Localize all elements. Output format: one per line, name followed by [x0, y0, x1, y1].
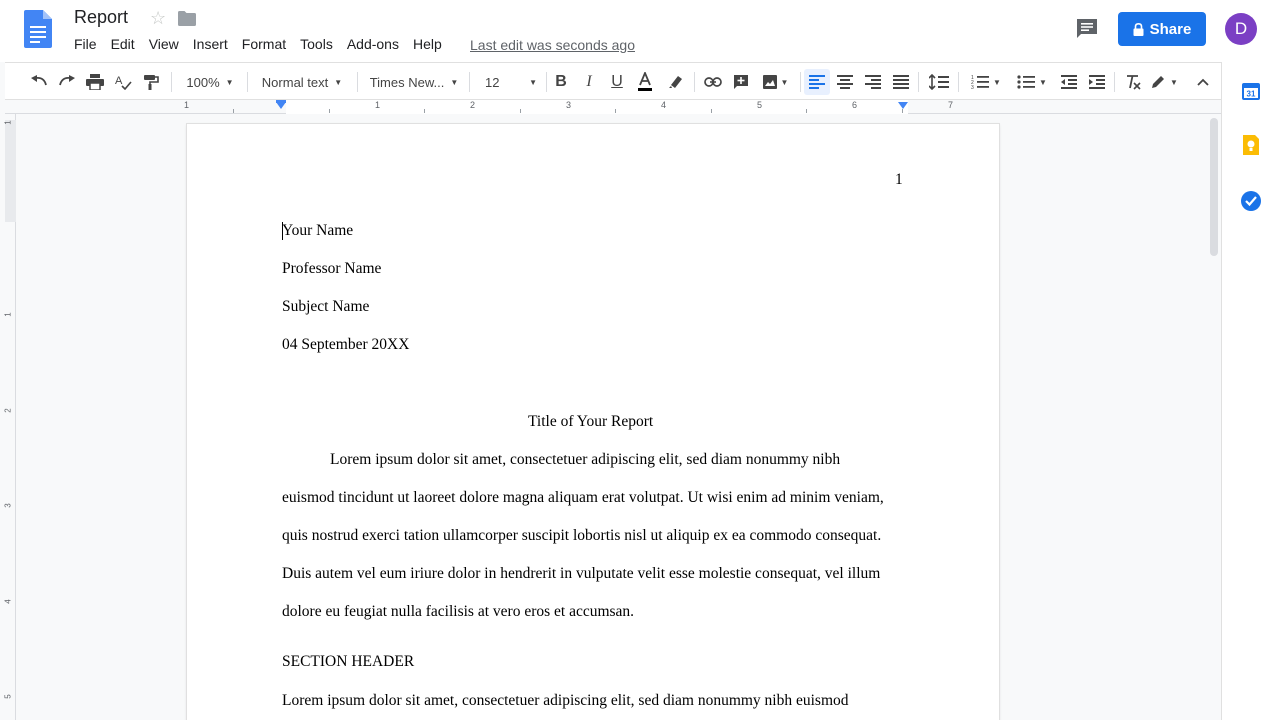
star-icon[interactable]: ☆: [150, 8, 167, 28]
menu-help[interactable]: Help: [412, 36, 442, 52]
bold-icon[interactable]: B: [555, 73, 567, 90]
redo-icon[interactable]: [55, 71, 79, 93]
font-family-value: Times New...: [369, 74, 445, 90]
menu-insert[interactable]: Insert: [192, 36, 228, 52]
document-page[interactable]: [187, 124, 999, 720]
spellcheck-icon[interactable]: [111, 71, 135, 93]
right-indent-marker[interactable]: [898, 102, 908, 109]
chevron-down-icon: ▼: [225, 77, 234, 87]
paint-format-icon[interactable]: [139, 71, 163, 93]
collapse-toolbar-icon[interactable]: [1192, 71, 1214, 93]
ruler-number: 1: [184, 100, 190, 110]
toolbar-divider: [918, 72, 919, 92]
toolbar-divider: [171, 72, 172, 92]
chevron-down-icon: ▼: [450, 77, 459, 87]
zoom-value: 100%: [186, 74, 220, 90]
vertical-ruler-number: 4: [3, 599, 13, 604]
left-indent-marker[interactable]: [276, 102, 286, 109]
align-left-icon[interactable]: [804, 69, 830, 95]
paragraph-line[interactable]: euismod tincidunt ut laoreet dolore magna aliquam erat volutpat. Ut wisi enim ad minim veniam,: [282, 489, 884, 506]
menu-view[interactable]: View: [148, 36, 179, 52]
svg-text:3: 3: [971, 85, 974, 90]
ruler-number: 3: [566, 100, 572, 110]
paragraph-line[interactable]: quis nostrud exerci tation ullamcorper suscipit lobortis nisl ut aliquip ex ea commodo consequat.: [282, 527, 882, 544]
paragraph-style-select[interactable]: [253, 71, 351, 93]
chevron-down-icon: ▼: [1039, 77, 1047, 87]
ruler-number: 7: [948, 100, 954, 110]
docs-logo-icon[interactable]: [24, 10, 52, 48]
vertical-ruler-number: 1: [3, 120, 13, 125]
section-header[interactable]: SECTION HEADER: [282, 653, 415, 670]
print-icon[interactable]: [83, 71, 107, 93]
paragraph-line[interactable]: dolore eu feugiat nulla facilisis at vero eros et accumsan.: [282, 603, 635, 620]
toolbar-divider: [247, 72, 248, 92]
editing-mode-icon[interactable]: [1146, 71, 1182, 93]
vertical-ruler-margin: [5, 120, 16, 222]
calendar-icon[interactable]: [1240, 80, 1262, 102]
last-edit-link[interactable]: Last edit was seconds ago: [470, 37, 635, 53]
vertical-ruler-number: 2: [3, 408, 13, 413]
app-header: [0, 0, 1280, 62]
italic-icon[interactable]: I: [586, 73, 592, 90]
avatar[interactable]: D: [1225, 13, 1257, 45]
vertical-ruler-number: 5: [3, 694, 13, 699]
vertical-ruler[interactable]: [5, 114, 16, 720]
vertical-ruler-number: 3: [3, 503, 13, 508]
paragraph-style-value: Normal text: [261, 74, 329, 90]
author-name-line[interactable]: Your Name: [282, 222, 354, 239]
menu-file[interactable]: File: [74, 36, 97, 52]
font-size-value: 12: [485, 74, 500, 90]
horizontal-ruler[interactable]: [5, 100, 1221, 114]
add-comment-icon[interactable]: [730, 71, 752, 93]
menu-edit[interactable]: Edit: [110, 36, 135, 52]
ruler-tick: [615, 109, 616, 113]
chevron-down-icon: ▼: [334, 77, 343, 87]
toolbar-divider: [357, 72, 358, 92]
subject-name-line[interactable]: Subject Name: [282, 298, 370, 315]
chevron-down-icon: ▼: [993, 77, 1001, 87]
professor-name-line[interactable]: Professor Name: [282, 260, 382, 277]
folder-icon[interactable]: [178, 11, 196, 26]
ruler-tick: [711, 109, 712, 113]
menu-format[interactable]: Format: [241, 36, 287, 52]
align-right-icon[interactable]: [862, 71, 884, 93]
page-number: 1: [895, 171, 903, 188]
ruler-number: 6: [852, 100, 858, 110]
toolbar-divider: [958, 72, 959, 92]
menu-tools[interactable]: Tools: [300, 36, 333, 52]
vertical-ruler-number: 1: [3, 312, 13, 317]
tasks-icon[interactable]: [1240, 190, 1262, 212]
ruler-tick: [902, 109, 903, 113]
font-family-select[interactable]: [365, 71, 463, 93]
paragraph-line[interactable]: Duis autem vel eum iriure dolor in hendrerit in vulputate velit esse molestie consequat, vel illum: [282, 565, 881, 582]
ruler-tick: [424, 109, 425, 113]
toolbar-divider: [546, 72, 547, 92]
date-line[interactable]: 04 September 20XX: [282, 336, 410, 353]
chevron-down-icon: ▼: [780, 77, 789, 87]
svg-text:1: 1: [971, 75, 974, 81]
scrollbar-thumb[interactable]: [1210, 118, 1218, 256]
ruler-number: 5: [757, 100, 763, 110]
toolbar-divider: [694, 72, 695, 92]
ruler-tick: [329, 109, 330, 113]
side-panel: [1221, 62, 1280, 720]
ruler-number: 2: [470, 100, 476, 110]
align-center-icon[interactable]: [834, 71, 856, 93]
insert-image-icon[interactable]: [758, 71, 792, 93]
comment-icon[interactable]: [1075, 17, 1099, 41]
ruler-number: 1: [375, 100, 381, 110]
svg-text:31: 31: [1246, 89, 1256, 99]
highlight-color-icon[interactable]: [664, 71, 686, 93]
ruler-number: 4: [661, 100, 667, 110]
report-title[interactable]: Title of Your Report: [528, 413, 654, 430]
toolbar-divider: [469, 72, 470, 92]
toolbar: [5, 62, 1221, 100]
chevron-down-icon: ▼: [1170, 77, 1178, 87]
paragraph-line[interactable]: Lorem ipsum dolor sit amet, consectetuer adipiscing elit, sed diam nonummy nibh euismod: [282, 692, 849, 709]
undo-icon[interactable]: [27, 71, 51, 93]
increase-indent-icon[interactable]: [1086, 71, 1108, 93]
svg-text:A: A: [115, 75, 123, 87]
toolbar-divider: [800, 72, 801, 92]
toolbar-divider: [1114, 72, 1115, 92]
share-button[interactable]: [1118, 12, 1206, 46]
svg-text:2: 2: [971, 80, 974, 86]
numbered-list-icon[interactable]: [966, 71, 1006, 93]
chevron-down-icon: ▼: [529, 77, 537, 87]
bulleted-list-icon[interactable]: [1012, 71, 1052, 93]
document-title[interactable]: Report: [74, 7, 129, 27]
font-size-select[interactable]: [479, 71, 539, 93]
paragraph-line[interactable]: Lorem ipsum dolor sit amet, consectetuer adipiscing elit, sed diam nonummy nibh: [330, 451, 841, 468]
ruler-tick: [233, 109, 234, 113]
justify-icon[interactable]: [890, 71, 912, 93]
text-color-icon[interactable]: [634, 71, 656, 93]
menu-bar: [74, 36, 456, 52]
share-label: Share: [1149, 20, 1192, 38]
line-spacing-icon[interactable]: [926, 71, 952, 93]
ruler-tick: [806, 109, 807, 113]
vertical-scrollbar[interactable]: [1207, 114, 1221, 720]
keep-icon[interactable]: [1240, 134, 1262, 156]
clear-formatting-icon[interactable]: [1122, 71, 1144, 93]
ruler-tick: [520, 109, 521, 113]
zoom-select[interactable]: [179, 71, 241, 93]
menu-addons[interactable]: Add-ons: [346, 36, 399, 52]
document-canvas[interactable]: [16, 114, 1206, 720]
decrease-indent-icon[interactable]: [1058, 71, 1080, 93]
underline-icon[interactable]: U: [611, 73, 623, 90]
lock-icon: [1133, 23, 1144, 36]
link-icon[interactable]: [702, 71, 724, 93]
